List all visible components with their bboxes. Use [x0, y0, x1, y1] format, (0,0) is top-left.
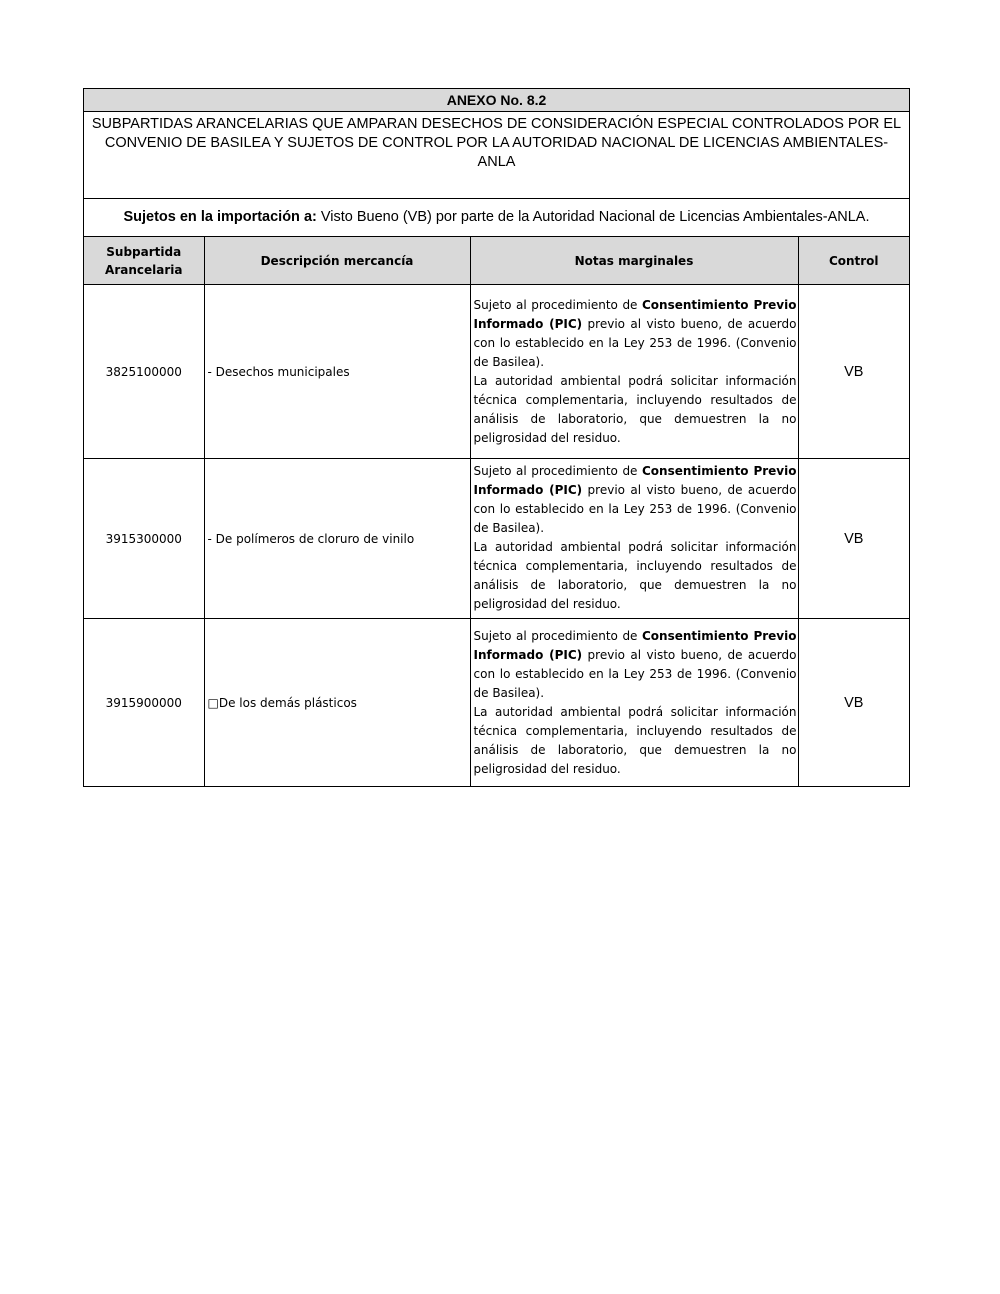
annex-subtitle: SUBPARTIDAS ARANCELARIAS QUE AMPARAN DESECHOS DE CONSIDERACIÓN ESPECIAL CONTROLADOS POR EL CONVENIO DE BASILEA Y SUJETOS DE CONTROL POR LA AUTORIDAD NACIONAL DE LICENCIAS AMBIENTALES- ANLA: [84, 112, 909, 199]
table-row: [84, 459, 909, 619]
subjects-text: Visto Bueno (VB) por parte de la Autoridad Nacional de Licencias Ambientales-ANLA.: [316, 209, 870, 225]
row-control: VB: [798, 459, 909, 619]
row-description: - Desechos municipales: [204, 285, 470, 459]
row-code: 3915300000: [84, 459, 204, 619]
row-notes: Sujeto al procedimiento de Consentimiento Previo Informado (PIC) previo al visto bueno, de acuerdo con lo establecido en la Ley 253 de 1996. (Convenio de Basilea). La autoridad ambiental podrá solicitar información técnica complementaria, incluyendo resultados de análisis de laboratorio, que demuestren la no peligrosidad del residuo.: [470, 619, 798, 787]
tariff-table: [84, 237, 909, 786]
header-description: Descripción mercancía: [204, 237, 470, 285]
table-row: [84, 285, 909, 459]
annex-title: ANEXO No. 8.2: [84, 89, 909, 112]
row-control: VB: [798, 285, 909, 459]
header-code: Subpartida Arancelaria: [84, 237, 204, 285]
table-header-row: [84, 237, 909, 285]
row-description: □De los demás plásticos: [204, 619, 470, 787]
subjects-line: [84, 199, 909, 237]
row-control: VB: [798, 619, 909, 787]
row-code: 3915900000: [84, 619, 204, 787]
row-notes: Sujeto al procedimiento de Consentimiento Previo Informado (PIC) previo al visto bueno, de acuerdo con lo establecido en la Ley 253 de 1996. (Convenio de Basilea). La autoridad ambiental podrá solicitar información técnica complementaria, incluyendo resultados de análisis de laboratorio, que demuestren la no peligrosidad del residuo.: [470, 459, 798, 619]
annex-sheet: [83, 88, 910, 787]
row-code: 3825100000: [84, 285, 204, 459]
row-notes: Sujeto al procedimiento de Consentimiento Previo Informado (PIC) previo al visto bueno, de acuerdo con lo establecido en la Ley 253 de 1996. (Convenio de Basilea). La autoridad ambiental podrá solicitar información técnica complementaria, incluyendo resultados de análisis de laboratorio, que demuestren la no peligrosidad del residuo.: [470, 285, 798, 459]
header-control: Control: [798, 237, 909, 285]
table-row: [84, 619, 909, 787]
subjects-label: Sujetos en la importación a:: [123, 209, 317, 225]
header-notes: Notas marginales: [470, 237, 798, 285]
row-description: - De polímeros de cloruro de vinilo: [204, 459, 470, 619]
